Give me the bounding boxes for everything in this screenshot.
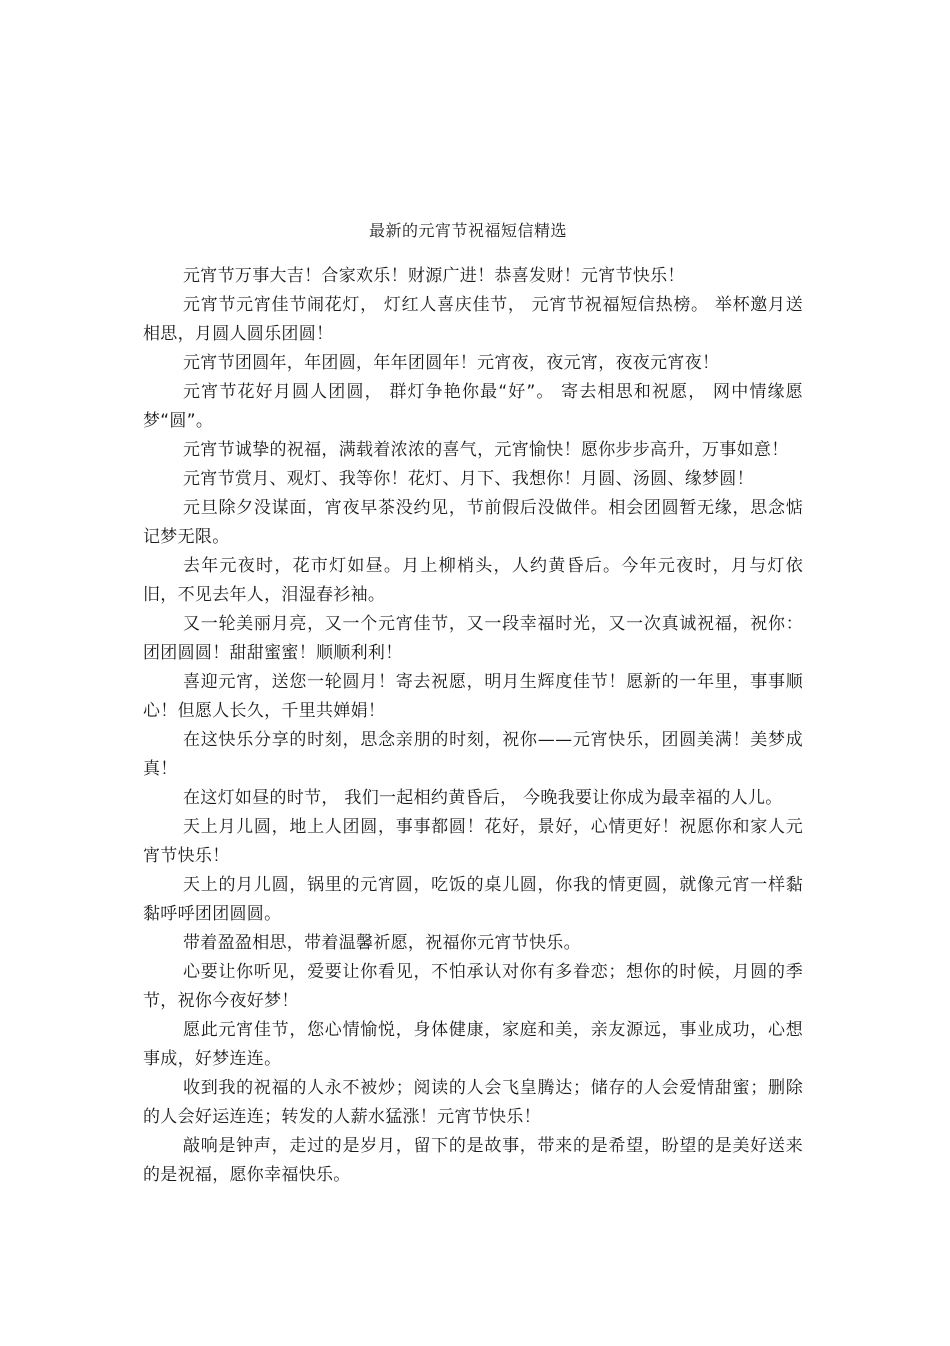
paragraph: 元宵节团圆年，年团圆，年年团圆年！元宵夜，夜元宵，夜夜元宵夜！	[183, 353, 720, 373]
paragraph: 天上月儿圆，地上人团圆，事事都圆！花好，景好，心情更好！祝愿你和家人元宵节快乐！	[143, 817, 803, 866]
paragraph: 收到我的祝福的人永不被炒；阅读的人会飞皇腾达；储存的人会爱情甜蜜；删除的人会好运连连；转发的人薪水猛涨！元宵节快乐！	[143, 1078, 803, 1127]
paragraph: 元旦除夕没谋面，宵夜早茶没约见，节前假后没做伴。相会团圆暂无缘，思念惦记梦无限。	[143, 498, 803, 547]
paragraph: 心要让你听见，爱要让你看见，不怕承认对你有多眷恋；想你的时候，月圆的季节，祝你今夜好梦！	[143, 962, 803, 1011]
paragraph: 元宵节花好月圆人团圆， 群灯争艳你最“好”。 寄去相思和祝愿， 网中情缘愿梦“圆”。	[143, 382, 803, 431]
paragraph: 天上的月儿圆，锅里的元宵圆，吃饭的桌儿圆，你我的情更圆，就像元宵一样黏黏呼呼团团圆圆。	[143, 875, 803, 924]
paragraph: 敲响是钟声，走过的是岁月，留下的是故事，带来的是希望，盼望的是美好送来的是祝福，愿你幸福快乐。	[143, 1136, 803, 1185]
document-title: 最新的元宵节祝福短信精选	[368, 221, 567, 240]
paragraph: 带着盈盈相思，带着温馨祈愿，祝福你元宵节快乐。	[183, 933, 581, 953]
paragraph: 元宵节元宵佳节闹花灯， 灯红人喜庆佳节， 元宵节祝福短信热榜。 举杯邀月送相思，月圆人圆乐团圆！	[143, 295, 803, 344]
paragraph: 喜迎元宵，送您一轮圆月！寄去祝愿，明月生辉度佳节！愿新的一年里，事事顺心！但愿人长久，千里共婵娟！	[143, 672, 803, 721]
paragraph: 在这快乐分享的时刻，思念亲朋的时刻，祝你——元宵快乐，团圆美满！美梦成真！	[143, 730, 803, 779]
paragraph: 愿此元宵佳节，您心情愉悦，身体健康，家庭和美，亲友源远，事业成功，心想事成，好梦连连。	[143, 1020, 803, 1069]
document-body	[143, 262, 803, 1190]
paragraph: 去年元夜时，花市灯如昼。月上柳梢头，人约黄昏后。今年元夜时，月与灯依旧，不见去年人，泪湿春衫袖。	[143, 556, 803, 605]
paragraph: 元宵节诚挚的祝福，满载着浓浓的喜气，元宵愉快！愿你步步高升，万事如意！	[183, 440, 789, 460]
paragraph: 在这灯如昼的时节， 我们一起相约黄昏后， 今晚我要让你成为最幸福的人儿。	[183, 788, 783, 808]
paragraph: 又一轮美丽月亮，又一个元宵佳节，又一段幸福时光，又一次真诚祝福，祝你：团团圆圆！甜甜蜜蜜！顺顺利利！	[143, 614, 803, 663]
paragraph: 元宵节万事大吉！合家欢乐！财源广进！恭喜发财！元宵节快乐！	[183, 266, 685, 286]
paragraph: 元宵节赏月、观灯、我等你！花灯、月下、我想你！月圆、汤圆、缘梦圆！	[183, 469, 754, 489]
